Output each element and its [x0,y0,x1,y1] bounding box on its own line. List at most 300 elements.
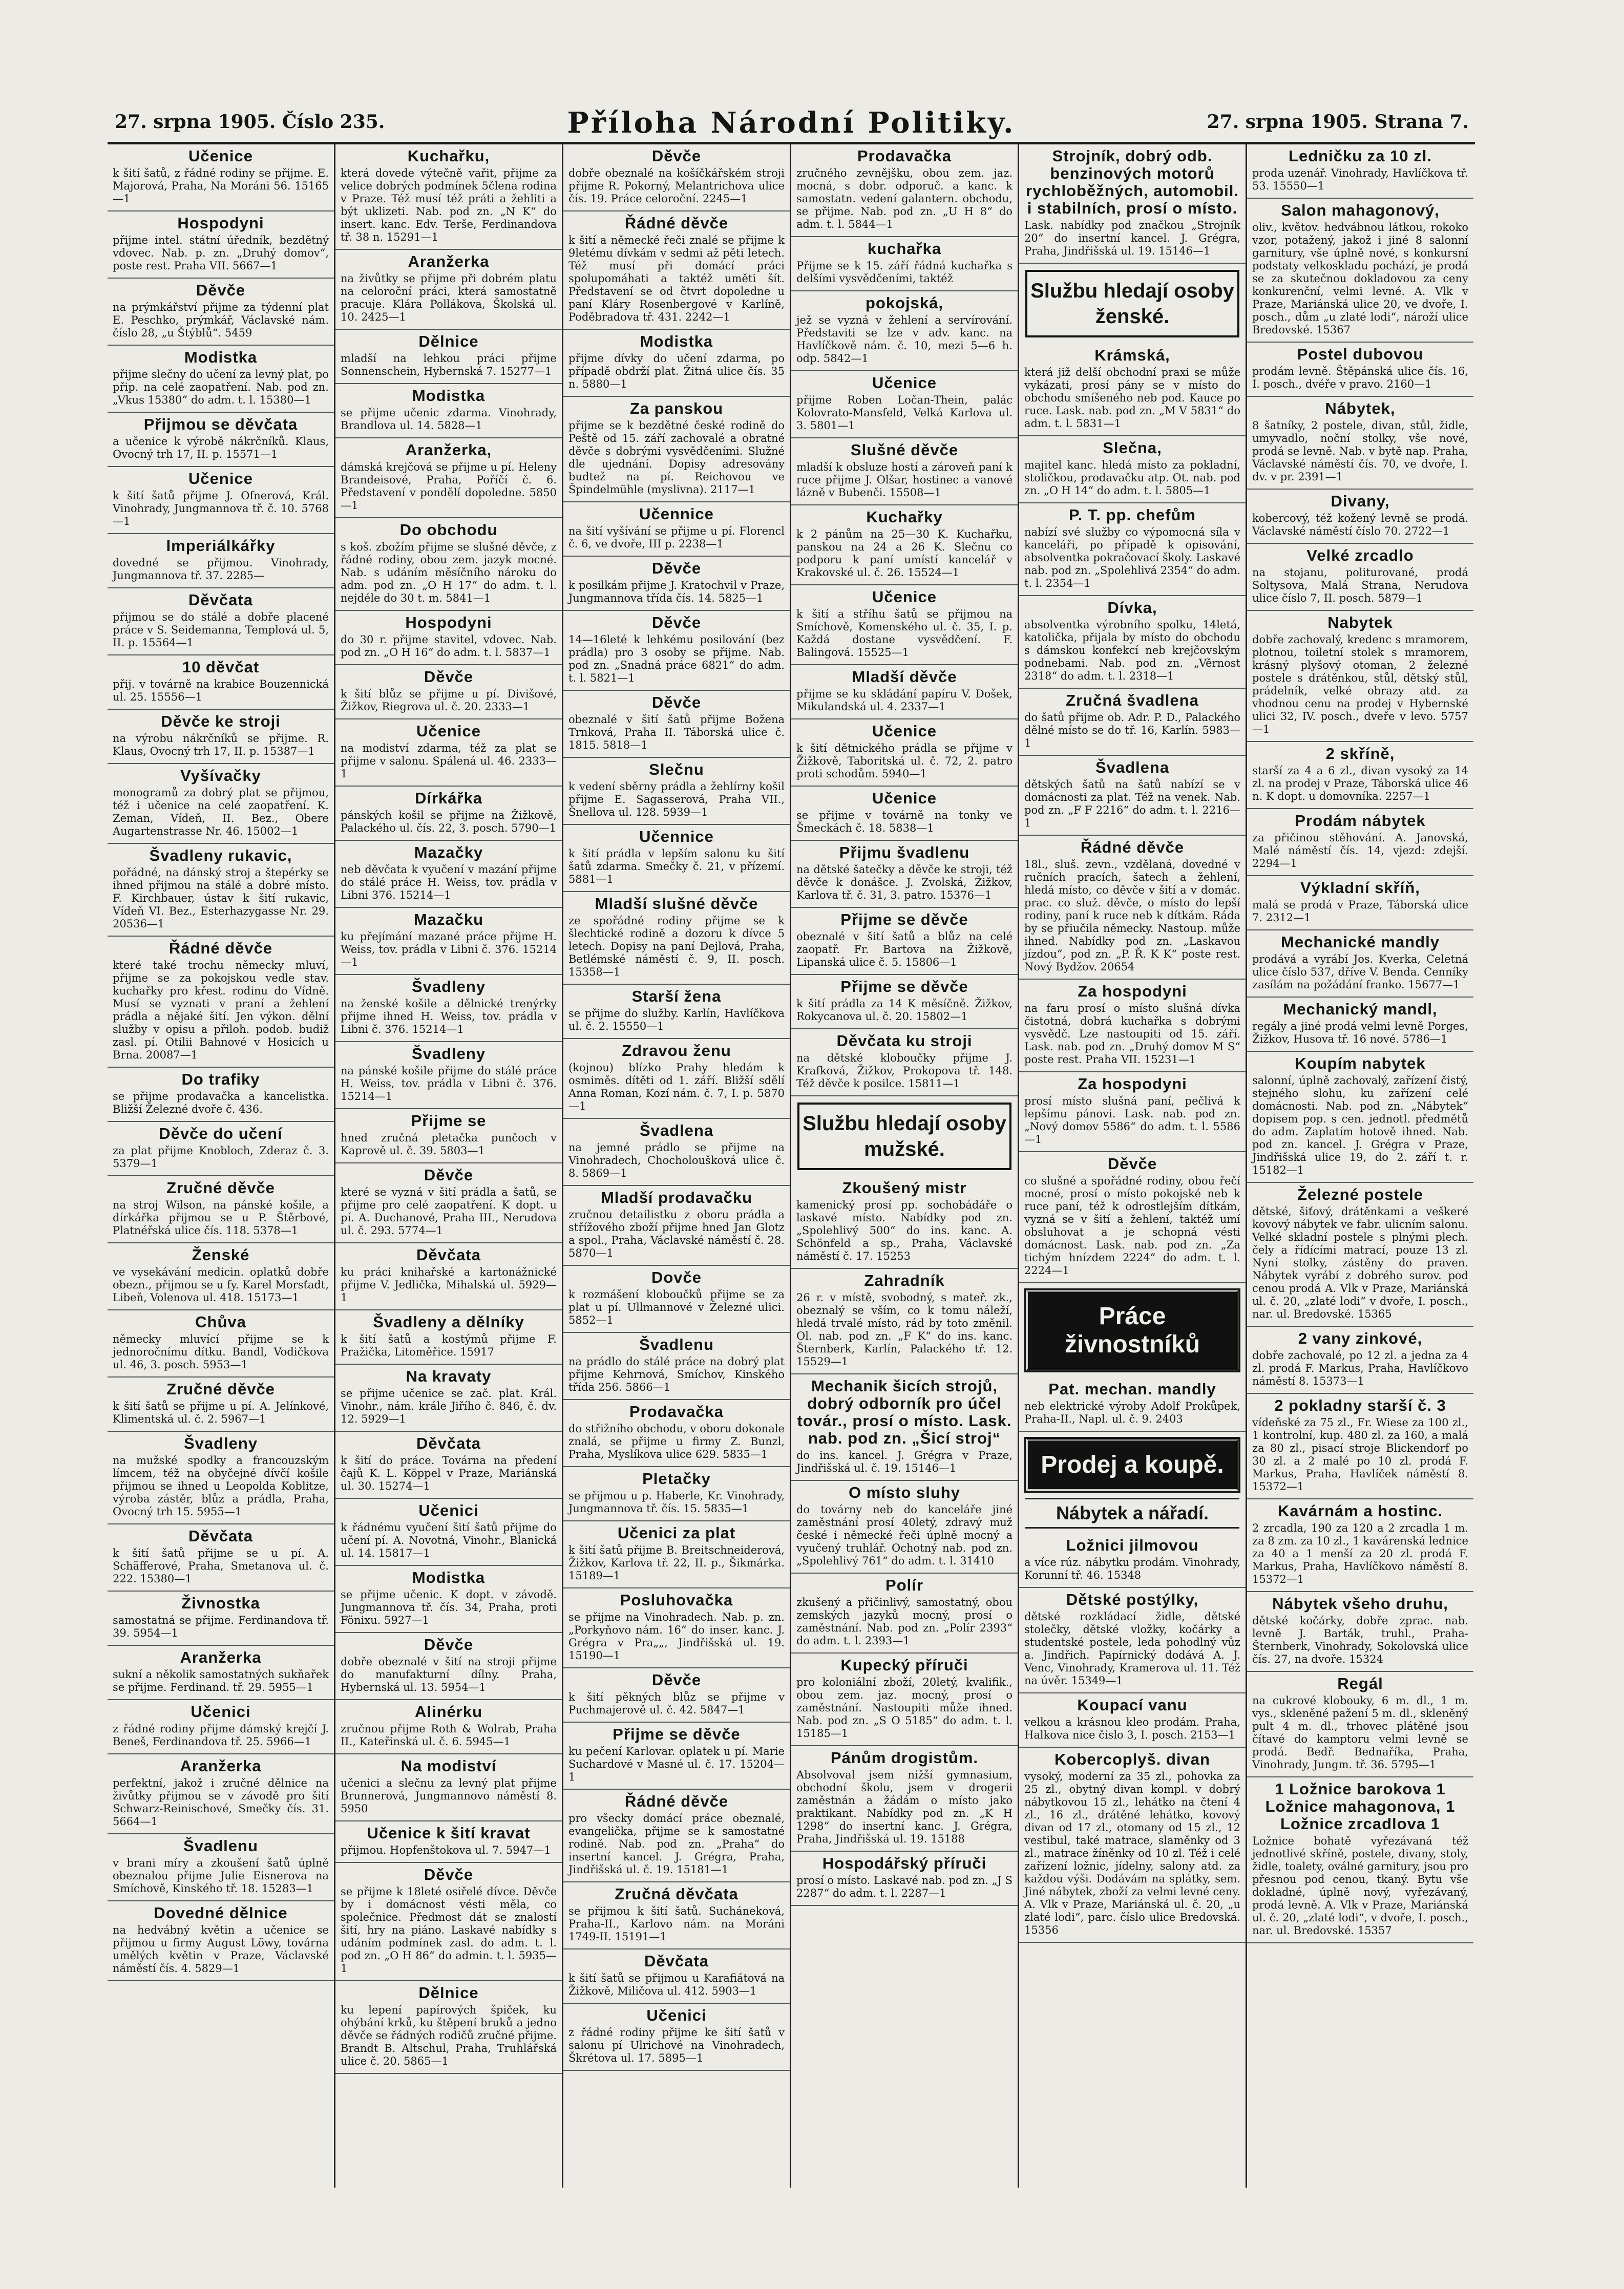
ad-title: Švadleny rukavic, [149,846,292,864]
ad-title: Děvčata [416,1434,481,1452]
ad-text: do střižního obchodu, v oboru dokonale znalá, se přijme u firmy Z. Bunzl, Praha, Myslíkova ulice 629. 5835—1 [568,1423,785,1460]
classified-ad [791,438,1018,505]
classified-ad [335,330,562,384]
ad-text: zručného zevnějšku, obou zem. jaz. mocná, s dobr. odporuč. a kanc. k samostatn. vedení galantern. obchodu, se přijme. Nab. pod zn. „U H 8“ do adm. t. l. 5844—1 [796,167,1013,230]
column-3 [563,144,791,2188]
page-header [108,105,1475,144]
ad-text: přijmou. Hopfenštokova ul. 7. 5947—1 [341,1844,551,1856]
classified-ad [1247,1052,1473,1183]
ad-text: na výrobu nákrčníků se přijme. R. Klaus, Ovocný trh 17, II. p. 15387—1 [113,732,329,757]
ad-text: k šití do práce. Továrna na předení čajů K. L. Köppel v Praze, Mariánská ul. 30. 15274—1 [341,1454,557,1492]
classified-ad [335,1700,562,1754]
classified-ad [563,1467,790,1521]
ad-text: německy mluvící přijme se k jednoročnímu dítku. Bandl, Vodičkova ul. 46, 3. posch. 5953—1 [113,1333,329,1371]
ad-text: k posilkám přijme J. Kratochvil v Praze, Jungmannova třída čís. 14. 5825—1 [568,579,785,604]
ad-text: neb elektrické výroby Adolf Prokůpek, Praha-II., Napl. ul. č. 9. 2403 [1024,1400,1240,1425]
ad-text: pánských košil se přijme na Žižkově, Palackého ul. čís. 22, 3. posch. 5790—1 [341,809,557,834]
classified-ad [1247,1183,1473,1327]
classified-ad [791,841,1018,908]
classified-ad [335,1109,562,1163]
ad-text: které také trochu německy mluví, přijme se za pokojskou vedle stav. kuchařky pro křest. rodinu do Vídně. Musí se vyznati v praní a žehlení prádla a nějaké šití. Jen výkon. dělní služby v opisu a přiloh. podob. budiž zasl. pí. Otilii Bahnové v Hosicích u Brna. 20087—1 [113,959,329,1061]
ad-title: Imperiálkářky [166,537,276,555]
ad-title: Učenice k šití kravat [367,1824,531,1842]
ad-text: k rozmášení kloboučků přijme se za plat u pí. Ullmannové v Železné ulici. 5852—1 [568,1288,785,1326]
classified-ad [563,1668,790,1723]
ad-title: Děvče [651,693,702,711]
classified-ad [108,655,334,710]
ad-title: Řádné děvče [168,939,273,957]
ad-text: na jemné prádlo se přijme na Vinohradech, Chocholoušková ulice č. 8. 5869—1 [568,1141,785,1179]
ad-text: přijme se k bezdětné české rodině do Peště od 15. září zachovalé a obratné děvče s dobrými vysvědčeními. Služné dle ujednání. Dopisy adresovány budtež na pí. Reichovou ve Špindelmühle (myslivna). 2117—1 [568,419,785,496]
ad-title: Učennice [639,828,714,845]
classified-ad [108,1592,334,1646]
ad-title: Za hospodyni [1078,982,1187,1000]
ad-title: Alinérku [414,1703,483,1721]
ad-text: na prádlo do stálé práce na dobrý plat přijme Kehrnová, Smíchov, Kinského třída 256. 5866—1 [568,1355,785,1393]
ad-title: Modistka [412,387,486,405]
ad-title: Hospodářský příruči [822,1854,987,1872]
ad-title: Děvče [196,281,246,299]
ad-title: Děvče do učení [159,1125,283,1142]
ad-title: Děvčata ku stroji [836,1032,973,1050]
ad-title: Koupím nabytek [1295,1054,1426,1072]
classified-ad [335,665,562,719]
ad-text: k vedení sběrny prádla a žehlírny košil přijme E. Sagasserová, Praha VII., Šnellova ul. 128. 5939—1 [568,780,785,818]
ad-text: sukní a několik samostatných sukňařek se přijme. Ferdinand. tř. 29. 5955—1 [113,1668,329,1693]
ad-title: pokojská, [866,294,943,312]
ad-text: k šití šatů přijme B. Breitschneiderová, Žižkov, Karlova tř. 22, II. p., Šikmárka. 15189—1 [568,1544,785,1582]
ad-title: Aranžerka, [405,441,492,459]
ad-title: Modistka [412,1569,486,1586]
ad-title: Děvčata [644,1952,709,1970]
ad-title: Pánům drogistům. [830,1749,979,1767]
ad-text: prosí místo slušná paní, pečlivá k lepšímu pánovi. Lask. nab. pod zn. „Nový domov 5586“ do adm. t. l. 5586—1 [1024,1095,1240,1146]
ad-title: O místo sluhy [849,1483,960,1501]
classified-ad [563,985,790,1039]
ad-text: k šití a německé řeči znalé se přijme k 9letému dívkám v sedmi až pěti letech. Též musí při domácí práci spolupomáhati a taktéž uměti šít. Představení se od čtvrt dopoledne u paní Kláry Rosenbergové v Karlíně, Poděbradova tř. 431. 2242—1 [568,234,785,323]
ad-text: na ženské košile a dělnické trenýrky přijme ihned H. Weiss, tov. prádla v Libni č. 376. 15214—1 [341,998,557,1035]
ad-title: Učenice [416,722,481,740]
ad-title: Děvče [424,1166,474,1184]
classified-ad [108,1432,334,1524]
classified-ad [108,764,334,844]
ad-title: Zručná děvčata [615,1885,739,1903]
ad-title: Kupecký příruči [840,1656,968,1674]
ad-text: 18l., sluš. zevn., vzdělaná, dovedné v ručních pracích, šatech a žehlení, hledá místo, co děvče v šití a v domác. prac. co služ. děvče, o místo do lepší rodiny, paní k ruce neb k dítkám. Ráda by se přiučila německy. Nastoup. může ihned. Nabídky pod zn. „Laskavou jízdou“, pod zn. „P. Ř. K K“ poste rest. Nový Bydžov. 20654 [1024,858,1240,973]
ad-title: 1 Ložnice barokova 1 Ložnice mahagonova, 1 Ložnice zrcadlova 1 [1265,1780,1456,1833]
ad-title: Prodavačka [629,1403,724,1421]
ad-text: zručnou detailistku z oboru prádla a střížového zboží přijme hned Jan Glotz a spol., Praha, Václavské náměstí č. 28. 5870—1 [568,1209,785,1259]
ad-text: do ins. kancel. J. Grégra v Praze, Jindřišská ul. č. 19. 15146—1 [796,1449,1013,1474]
ad-text: pro koloniální zboží, 20letý, kvalifik., obou zem. jaz. mocný, prosí o zaměstnání. Nastoupiti může ihned. Nab. pod zn. „S O 5185“ do adm. t. l. 15185—1 [796,1676,1013,1740]
classified-ad [563,1790,790,1882]
ad-text: hned zručná pletačka punčoch v Kaprově ul. č. 39. 5803—1 [341,1132,557,1157]
ad-text: se přijme do služby. Karlín, Havlíčkova ul. č. 2. 15550—1 [568,1007,785,1032]
ad-title: Děvče [651,147,702,165]
ad-title: Mechanik šicích strojů, dobrý odborník pro účel továr., prosí o místo. Lask. nab. pod zn. „Šicí stroj“ [797,1377,1012,1447]
classified-ad [108,279,334,346]
ad-text: dovedné se přijmou. Vinohrady, Jungmannova tř. 37. 2285— [113,557,329,582]
ad-title: Na kravaty [406,1367,492,1385]
classified-ad [563,330,790,397]
ad-text: dobře obeznalé na košíčkářském stroji přijme R. Pokorný, Melantrichova ulice čís. 19. Práce celoroční. 2245—1 [568,167,785,205]
ad-text: se přijme na Vinohradech. Nab. p. zn. „Porkyňovo nám. 16“ do inser. kanc. J. Grégra v Pra„„, Jindřišská ul. 19. 15190—1 [568,1611,785,1662]
classified-ad [108,346,334,413]
ad-title: Výkladní skříň, [1300,879,1420,897]
column-2 [335,144,563,2188]
ad-title: Kobercoplyš. divan [1054,1750,1210,1768]
classified-ad [791,1746,1018,1852]
classified-ad [1019,1534,1246,1588]
classified-ad [1247,1327,1473,1394]
classified-ad [563,1186,790,1266]
classified-ad [108,1700,334,1754]
ad-title: Kuchařky [866,508,943,526]
classified-ad [108,467,334,534]
ad-text: se přijmou k šití šatů. Sucháneková, Praha-II., Karlovo nám. na Moráni 1749-II. 15191—1 [568,1905,785,1943]
ad-text: dětské, šiťový, drátěnkami a veškeré kovový nábytek ve fabr. ulicním salonu. Velké skladní postele s plnými plech. čely a řídícími matrací, pouze 13 zl. Nyní stolky, zástěny do praven. Nábytek vyrábí z dobrého surov. pod cenou prodá A. Vlk v Praze, Mariánská ul. č. 20, „zlaté lodi“ v dvoře, I. posch., nar. ul. Bredovské. 15365 [1252,1205,1468,1320]
ad-title: Zkoušený mistr [842,1179,967,1197]
ad-text: obeznalé v šití šatů a blůz na celé zaopatř. Fr. Bartova na Žižkově, Lipanská ulice č. 5. 15806—1 [796,930,1013,968]
ad-title: Krámská, [1094,346,1170,364]
classified-ad [791,1654,1018,1746]
ad-text: učenici a slečnu za levný plat přijme Brunnerová, Jungmannovo náměstí 8. 5950 [341,1777,557,1815]
ad-text: prodám levně. Štěpánská ulice čís. 16, I. posch., dvéře v pravo. 2160—1 [1252,365,1468,390]
classified-ad [791,505,1018,585]
ad-text: k šití šatů se přijme u pí. A. Jelínkové, Klimentská ul. č. 2. 5967—1 [113,1400,329,1425]
ad-text: dětských šatů na šatů nabízí se v domácnosti za plat. Též na venek. Nab. pod zn. „F F 2216“ do adm. t. l. 2216—1 [1024,778,1240,829]
classified-ad [1019,1588,1246,1693]
ad-text: velkou a krásnou kleo prodám. Praha, Halkova nice čislo 3, I. posch. 2153—1 [1024,1716,1240,1741]
section-box-heading: Službu hledají osoby ženské. [1025,270,1239,337]
classified-ad [335,1863,562,1981]
ad-text: jež se vyzná v žehlení a servírování. Představiti se lze v adv. kanc. na Havlíčkově nám. č. 10, mezi 5—6 h. odp. 5842—1 [796,314,1013,365]
ad-title: 10 děvčat [182,658,260,676]
classified-ad [335,719,562,787]
ad-text: Ložnice bohatě vyřezávaná též jednotlivé skříně, postele, divany, stoly, židle, toalety, oválné garnitury, jsou pro přesnou pod cenou, tkaný. Bytu vše dokladné, úplně nový, vyřezávaný, prodá levně. A. Vlk v Praze, Mariánská ul. č. 20, „zlaté lodi“, v dvoře, I. posch., nar. ul. Bredovské. 15357 [1252,1835,1468,1937]
ad-title: Zručné děvče [166,1380,275,1398]
classified-ad [335,1566,562,1633]
classified-ad [791,1481,1018,1574]
classified-ad [1247,1777,1473,1943]
ad-text: malá se prodá v Praze, Táborská ulice 7. 2312—1 [1252,899,1468,924]
classified-ad [1247,1672,1473,1777]
classified-ad [335,1243,562,1310]
classified-ad [1019,689,1246,756]
ad-text: neb děvčata k vyučení v mazání přijme do stálé práce H. Weiss, tov. prádla v Libni 376. 15214—1 [341,863,557,901]
ad-text: na dětské šatečky a děvče ke stroji, též děvče k donášce. J. Zvolská, Žižkov, Karlova tř. č. 31, 3. patro. 15376—1 [796,863,1013,901]
ad-text: kamenický prosí pp. sochobádáře o laskavé místo. Nabídky pod zn. „Spolehlivý 500“ do ins. kanc. A. Schönfeld a sp., Praha, Václavské náměstí č. 17. 15253 [796,1199,1013,1262]
ad-title: Děvčata [416,1246,481,1264]
ad-text: regály a jiné prodá velmi levně Porges, Žižkov, Husova tř. 16 nové. 5786—1 [1252,1020,1468,1045]
ad-title: Přijme se děvče [613,1725,741,1743]
ad-text: na šití vyšívání se přijme u pí. Florencl č. 6, ve dvoře, III p. 2238—1 [568,525,785,550]
classified-ad [791,1176,1018,1269]
ad-title: kuchařka [867,240,942,258]
classified-ad [1247,1394,1473,1499]
ad-title: Starší žena [631,987,722,1005]
ad-title: Švadlenu [639,1336,714,1353]
ad-title: Mazačku [413,910,484,928]
ad-text: k šití prádla v lepším salonu ku šití šatů zdarma. Smečky č. 21, v přízemí. 5881—1 [568,847,785,885]
ad-title: Dělnice [418,1984,479,2002]
ad-text: vysoký, moderní za 35 zl., pohovka za 25 zl., obytný divan kompl. v dobrý nábytkovou 15 zl., lehátko na čtení 4 zl., 16 zl., drátěné lehátko, kovový divan od 17 zl., otomany od 15 zl., 12 vestibul, také matrace, slaměnky od 3 zl., matrace žíněnky od 10 zl. Též i celé zařízení ložnic, jídelny, salony atd. za každou výši. Dodávám na splátky, sem. Jiné nábytek, zboží za velmi levné ceny. A. Vlk v Praze, Mariánská ul. č. 20, „u zlaté lodi“, parc. číslo ulice Bredovská. 15356 [1024,1770,1240,1936]
ad-title: Dívka, [1107,599,1157,617]
classified-ad [1247,490,1473,544]
ad-text: k 2 pánům na 25—30 K. Kuchařku, panskou na 24 a 26 K. Slečnu co podporu k paní umístí kancelář v Krakovské ul. č. 26. 15524—1 [796,528,1013,579]
section-heading: Nábytek a nářadí. [1025,1498,1239,1529]
ad-title: Kavárnám a hostinc. [1277,1502,1443,1520]
ad-title: Učenici [646,2006,707,2024]
classified-ad [1247,611,1473,742]
ad-text: které se vyzná v šití prádla a šatů, se přijme pro celé zaopatření. K dopt. u pí. A. Duchanové, Praha III., Nerudova ul. č. 293. 5774—1 [341,1186,557,1237]
ad-text: dobře zachovalý, kredenc s mramorem, plotnou, toiletní stolek s mramorem, krásný plyšový otoman, 2 železné postele s drátěnkou, stůl, dětský stůl, prádelník, velké obrazy atd. za vhodnou cenu na prodej v Hybernské ulici 32, IV. posch., dveře v levo. 5757—1 [1252,633,1468,735]
classified-ad [108,1176,334,1243]
ad-title: Postel dubovou [1297,345,1424,363]
classified-ad [108,937,334,1068]
ad-title: Učenici za plat [617,1524,736,1542]
classified-ad [108,844,334,937]
classified-ad [1019,344,1246,436]
ad-title: 2 skříně, [1325,745,1395,762]
classified-ad [563,1266,790,1333]
classified-ad [335,384,562,438]
classified-ad [335,438,562,518]
classified-ad [1247,742,1473,809]
ad-text: do továrny neb do kanceláře jiné zaměstnání prosí 40letý, zdravý muž české i německé řeči úplně mocný a vyučený truhlář. Ochotný nab. pod zn. „Spolehlivý 761“ do adm. t. l. 31410 [796,1503,1013,1567]
ad-title: Strojník, dobrý odb. benzinových motorů rychloběžných, automobil. i stabilních, prosí o místo. [1026,147,1239,217]
ad-text: zručnou přijme Roth & Wolrab, Praha II., Kateřinská ul. č. 6. 5945—1 [341,1723,557,1748]
classified-ad [563,211,790,330]
ad-title: Salon mahagonový, [1281,201,1440,219]
classified-ad [791,144,1018,237]
classified-ad [1019,756,1246,836]
ad-text: 2 zrcadla, 190 za 120 a 2 zrcadla 1 m. za 8 zm. za 10 zl., 1 kavárenská lednice za 40 a 1 menší za 20 zl. prodá F. Markus, Praha, Havlíčkovo náměstí 8. 15372—1 [1252,1522,1468,1585]
classified-ad [563,825,790,892]
column-4 [791,144,1019,2188]
classified-ad [563,611,790,691]
ad-title: Aranžerka [180,1757,262,1775]
ad-text: na živůtky se přijme při dobrém platu na celoroční práci, která samostatně pracuje. Klára Pollákova, Školská ul. 10. 2425—1 [341,272,557,323]
ad-text: z řádné rodiny přijme dámský krejčí J. Beneš, Ferdinandova tř. 25. 5966—1 [113,1723,329,1748]
classified-columns [108,144,1475,2188]
ad-text: perfektní, jakož i zručné dělnice na živůtky přijmou se v závodě pro šití Schwarz-Reinischové, Smečky čís. 31. 5664—1 [113,1777,329,1828]
ad-text: k šití šatů přijme se u pí. A. Schäfferové, Praha, Smetanova ul. č. 222. 15380—1 [113,1547,329,1585]
classified-ad [108,211,334,279]
classified-ad [791,1574,1018,1654]
classified-ad [563,1521,790,1588]
classified-ad [563,1882,790,1949]
ad-text: na cukrové klobouky, 6 m. dl., 1 m. vys., skleněné pažení 5 m. dl., skleněný pult 4 m. dl., trhovec plátěné jsou čítavé do kamptoru velmi levně se prodá. Bedř. Bednaříka, Praha, Vinohrady, Jungm. tř. 36. 5795—1 [1252,1694,1468,1771]
ad-text: ve vysekávání medicin. oplatků dobře obezn., přijmou se u fy. Karel Morsťadt, Libeň, Volenova ul. 418. 15173—1 [113,1266,329,1304]
classified-ad [563,1400,790,1467]
ad-text: k šití dětnického prádla se přijme v Žižkově, Taboritská ul. č. 72, 2. patro proti schodům. 5940—1 [796,742,1013,780]
ad-text: mladší na lehkou práci přijme Sonnenschein, Hybernská 7. 15277—1 [341,352,557,377]
ad-text: samostatná se přijme. Ferdinandova tř. 39. 5954—1 [113,1614,329,1639]
ad-text: na prýmkářství přijme za týdenní plat E. Peschko, prýmkář, Václavské nám. číslo 28, „u Štýblů“. 5459 [113,301,329,339]
ad-title: Učenice [872,588,937,606]
ad-text: za přičinou stěhování. A. Janovská, Malé náměstí čís. 14, vjezd: zdejší. 2294—1 [1252,832,1468,870]
ad-title: Do trafiky [181,1070,260,1088]
ad-title: Mladší prodavačku [600,1189,753,1206]
ad-title: Švadlenu [183,1837,258,1855]
classified-ad [1019,1693,1246,1748]
ad-title: Divany, [1331,492,1390,510]
ad-title: Za panskou [629,399,724,417]
ad-title: Děvče [424,668,474,686]
ad-text: k šití šatů se přijmou u Karafiátová na Žižkově, Miličova ul. 412. 5903—1 [568,1972,785,1997]
ad-text: monogramů za dobrý plat se přijmou, též i učenice na celé zaopatření. K. Zeman, Vídeň, II. Bez., Obere Augartenstrasse Nr. 46. 15002—1 [113,787,329,837]
ad-title: Slečnu [649,760,704,778]
ad-title: Děvčata [188,1527,253,1545]
ad-title: Regál [1337,1675,1383,1692]
classified-ad [791,1374,1018,1481]
classified-ad [791,291,1018,371]
ad-title: Zručné děvče [166,1179,275,1197]
ad-title: Děvče ke stroji [161,712,281,730]
classified-ad [563,397,790,502]
classified-ad [791,787,1018,841]
ad-text: přijme dívky do učení zdarma, po případě obdrží plat. Žitná ulice čís. 35 n. 5880—1 [568,352,785,390]
classified-ad [563,1949,790,2004]
classified-ad [108,1377,334,1432]
ad-text: z řádné rodiny přijme ke šití šatů v salonu pí Ulrichové na Vinohradech, Škrétova ul. 17. 5895—1 [568,2026,785,2064]
ad-text: k šití prádla za 14 K měsíčně. Žižkov, Rokycanova ul. č. 20. 15802—1 [796,998,1013,1023]
classified-ad [563,758,790,825]
classified-ad [563,892,790,985]
ad-text: Přijme se k 15. září řádná kuchařka s delšími vysvědčeními, taktéž [796,260,1013,285]
classified-ad [335,1754,562,1821]
classified-ad [108,1122,334,1176]
ad-text: v brani míry a zkoušení šatů úplně obeznalou přijme Julie Eisnerova na Smíchově, Kinského tř. 18. 15283—1 [113,1857,329,1895]
ad-title: Zdravou ženu [622,1042,731,1059]
ad-title: Učenici [191,1703,251,1721]
classified-ad [1247,930,1473,998]
ad-text: dámská krejčová se přijme u pí. Heleny Brandeisové, Praha, Poříčí č. 6. Představení v pondělí dopoledne. 5850—1 [341,461,557,512]
ad-text: ku lepení papírových špiček, ku ohýbání krků, ku štěpení bruků a jedno děvče se řádných rodičů zručné přijme. Brandt B. Altschul, Praha, Truhlářská ulice č. 20. 5865—1 [341,2004,557,2067]
classified-ad [563,1588,790,1668]
ad-text: k šití šatů přijme J. Ofnerová, Král. Vinohrady, Jungmannova tř. č. 10. 5768—1 [113,490,329,527]
classified-ad [791,237,1018,291]
ad-title: Dělnice [418,332,479,350]
ad-title: Slušné děvče [850,441,959,459]
ad-text: (kojnou) blízko Prahy hledám k osmiměs. dítěti od 1. září. Bližší sdělí Anna Roman, Kozí nám. č. 7, I. p. 5870—1 [568,1062,785,1112]
classified-ad [335,1365,562,1432]
classified-ad [563,557,790,611]
ad-title: Nábytek, [1325,399,1396,417]
ad-title: Železné postele [1297,1185,1423,1203]
ad-text: do 30 r. přijme stavitel, vdovec. Nab. pod zn. „O H 16“ do adm. t. l. 5837—1 [341,633,557,659]
ad-text: a učenice k výrobě nákrčníků. Klaus, Ovocný trh 17, II. p. 15571—1 [113,435,329,460]
ad-text: oliv., květov. hedvábnou látkou, rokoko vzor, potažený, jakož i jiné 8 salonní garnitury, vše úplně nové, s konkursní podstaty velkoskladu pochází, je prodá se za skutečnou dokladovou za ceny konkurenční, velmi levné. A. Vlk v Praze, Mariánská ulice 20, ve dvoře, I. posch., dům „u zlaté lodi“, nároží ulice Bredovské. 15367 [1252,221,1468,336]
ad-title: Přijmu švadlenu [839,843,970,861]
ad-text: přijme intel. státní úředník, bezdětný vdovec. Nab. p. zn. „Druhý domov“, poste rest. Praha VII. 5667—1 [113,234,329,272]
ad-title: Učennice [639,505,714,523]
ad-title: Švadlena [639,1121,714,1139]
section-banner: Prodej a koupě. [1026,1439,1238,1491]
classified-ad [791,975,1018,1029]
classified-ad [335,144,562,250]
ad-text: dobře obeznalé v šití na stroji přijme do manufakturní dílny. Praha, Hybernská ul. 13. 5954—1 [341,1656,557,1693]
ad-text: která dovede výtečně vařit, přijme za velice dobrých podmínek 5člena rodina v Praze. Též musí též práti a žehliti a být uklizeti. Nab. pod zn. „N K“ do insert. kanc. Edv. Terše, Ferdinandova tř. 38 n. 15291—1 [341,167,557,243]
column-6 [1247,144,1473,2188]
ad-title: Švadleny a dělníky [373,1313,524,1331]
ad-title: Živnostka [181,1594,260,1612]
ad-text: se přijme k 18leté osiřelé dívce. Děvče by i domácnost vésti měla, co společnice. Předmost dát se znalostí šití, hry na piáno. Laskavé nabídky s udáním podmínek zasl. do adm. t. l. pod zn. „O H 86“ do admin. t. l. 5935—1 [341,1885,557,1975]
classified-ad [1019,1748,1246,1943]
ad-text: přijme Roben Ločan-Thein, palác Kolovrato-Mansfeld, Velká Karlova ul. 3. 5801—1 [796,394,1013,432]
column-5 [1019,144,1247,2188]
ad-title: Řádné děvče [624,1792,729,1810]
ad-text: se přijme učenic zdarma. Vinohrady, Brandlova ul. 14. 5828—1 [341,407,557,432]
ad-title: Děvče [424,1866,474,1883]
ad-title: Přijme se děvče [840,978,968,995]
ad-text: ku pečení Karlovar. oplatek u pí. Marie Suchardové v Masné ul. č. 17. 15204—1 [568,1745,785,1783]
ad-text: která již delší obchodní praxi se může vykázati, prosí pány se v místo do obchodu smíšeného neb pod. Kauce po ruce. Lask. nab. pod zn. „M V 5831“ do adm. t. l. 5831—1 [1024,366,1240,430]
ad-title: Ledničku za 10 zl. [1289,147,1432,165]
classified-ad [335,1432,562,1499]
classified-ad [791,585,1018,665]
ad-text: 26 r. v místě, svobodný, s mateř. zk., obeznalý se vším, co k tomu náleží, hledá trvalé místo, rád by toto změnil. Ol. nab. pod zn. „F K“ do ins. kanc. Šternberk, Karlín, Palackého tř. 12. 15529—1 [796,1291,1013,1368]
classified-ad [335,908,562,975]
ad-title: Řádné děvče [624,214,729,232]
ad-text: pro všecky domácí práce obeznalé, evangelička, přijme se k samostatné rodině. Nab. pod zn. „Praha“ do insertní kancel. J. Grégra, Praha, Jindřišská ul. č. 19. 15181—1 [568,1812,785,1876]
classified-ad [791,719,1018,787]
ad-text: dobře zachovalé, po 12 zl. a jedna za 4 zl. prodá F. Markus, Praha, Havlíčkovo náměstí 8. 15373—1 [1252,1349,1468,1387]
ad-text: absolventka výrobního spolku, 14letá, katolička, přijala by místo do obchodu s dámskou konfekcí neb krejčovským podnebami. Nab. pod zn. „Věrnost 2318“ do adm. t. l. 2318—1 [1024,619,1240,682]
ad-text: vídeňské za 75 zl., Fr. Wiese za 100 zl., 1 kontrolní, kup. 480 zl. za 160, a malá za 80 zl., pisací stroje Blickendorf po 30 zl. a 2 malé po 10 zl. prodá F. Markus, Praha, Havlíček náměstí 8. 15372—1 [1252,1416,1468,1493]
ad-text: k šití pěkných blůz se přijme v Puchmajerově ul. č. 42. 5847—1 [568,1691,785,1716]
ad-text: se přijme učenic. K dopt. v závodě. Jungmannova tř. čís. 34, Praha, proti Fönixu. 5927—1 [341,1588,557,1626]
ad-title: Ložnici jilmovou [1066,1536,1199,1554]
ad-title: Dětské postýlky, [1066,1591,1199,1608]
classified-ad [108,1310,334,1377]
classified-ad [108,1243,334,1310]
classified-ad [1019,980,1246,1072]
classified-ad [1019,836,1246,980]
classified-ad [335,1499,562,1566]
classified-ad [335,1821,562,1863]
classified-ad [1019,144,1246,264]
classified-ad [108,1646,334,1700]
ad-title: Kuchařku, [407,147,490,165]
ad-title: Do obchodu [399,521,498,539]
ad-title: Děvče [424,1636,474,1654]
header-date-issue: 27. srpna 1905. Číslo 235. [115,111,385,133]
classified-ad [791,371,1018,438]
ad-text: nabízí své služby co výpomocná síla v kanceláři, po případě k opisování, absolventka pokračovací školy. Laskavé nab. pod zn. „Spolehlivá 2354“ do adm. t. l. 2354—1 [1024,526,1240,589]
ad-text: přijme slečny do učení za levný plat, po přip. na celé zaopatření. Nab. pod zn. „Vkus 15380“ do adm. t. l. 15380—1 [113,368,329,406]
classified-ad [791,665,1018,719]
ad-title: Učenice [872,722,937,740]
classified-ad [1247,998,1473,1052]
ad-title: Aranžerka [180,1648,262,1666]
ad-text: obeznalé v šití šatů přijme Božena Trnková, Praha II. Táborská ulice č. 1815. 5818—1 [568,713,785,751]
ad-text: salonní, úplně zachovalý, zařízení čistý, stejného slohu, ku zařízení celé domácnosti. Nab. pod zn. „Nábytek“ dopisem pop. s cen. jednotl. předmětů do adm. Zaplatím hotově ihned. Nab. pod zn. kancel. J. Grégra v Praze, Jindřišská ulice 19, do 2. září t. r. 15182—1 [1252,1074,1468,1176]
ad-title: Za hospodyni [1078,1075,1187,1093]
ad-title: Mechanický mandl, [1283,1000,1438,1018]
classified-ad [335,1163,562,1243]
ad-text: na modiství zdarma, též za plat se přijme v salonu. Spálená ul. 46. 2333—1 [341,742,557,780]
ad-title: Děvče [1107,1155,1157,1173]
ad-text: přijmou se do stálé a dobře placené práce v S. Seidemanna, Templová ul. 5, II. p. 15564—1 [113,611,329,649]
ad-title: Učenice [872,789,937,807]
ad-text: na faru prosí o místo slušná dívka čistotná, dobrá kuchařka s dobrými vysvědč. Lze nastoupiti od 15. září. Lask. nab. pod zn. „Druhý domov M S“ poste rest. Praha VII. 15231—1 [1024,1002,1240,1066]
ad-title: Ženské [192,1246,250,1264]
classified-ad [108,1754,334,1834]
classified-ad [1247,544,1473,611]
classified-ad [335,1981,562,2074]
